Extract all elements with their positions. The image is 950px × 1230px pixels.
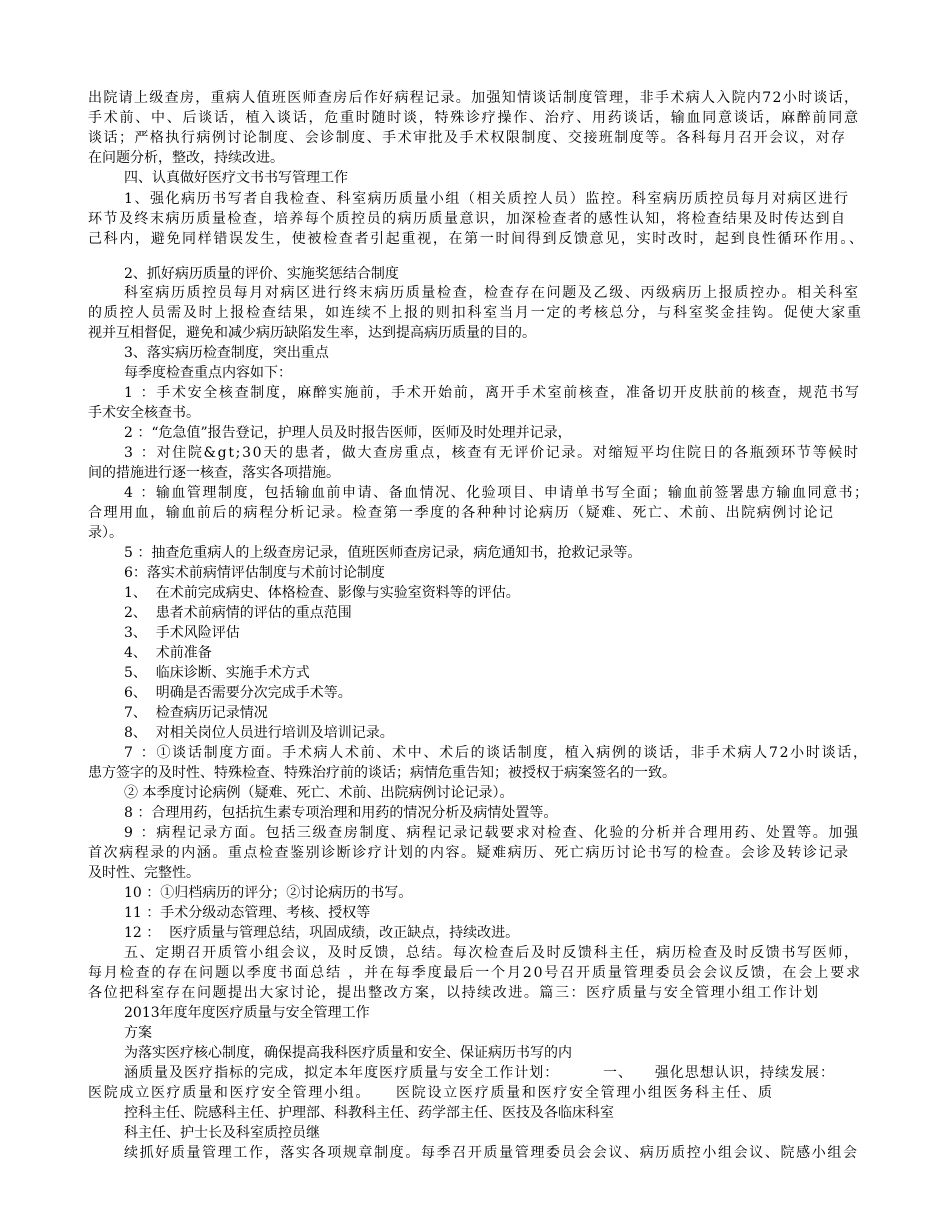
text-line: 7 ：①谈话制度方面。手术病人术前、术中、术后的谈话制度，植入病例的谈话，非手术病人72小时谈话，	[124, 745, 869, 761]
text-line: 首次病程录的内涵。重点检查鉴别诊断诊疗计划的内容。疑难病历、死亡病历讨论书写的检查。会诊及转诊记录	[88, 845, 850, 861]
text-line: 及时性、完整性。	[88, 865, 200, 881]
text-line: 2013年度年度医疗质量与安全管理工作	[124, 1005, 370, 1021]
text-line: 患方签字的及时性、特殊检查、特殊治疗前的谈话；病情危重告知；被授权于病案签名的一致。	[88, 765, 676, 781]
text-line: 各位把科室存在问题提出大家讨论，提出整改方案，以持续改进。篇三：医疗质量与安全管理小组工作计划	[88, 985, 820, 1001]
text-line: ② 本季度讨论病例（疑难、死亡、术前、出院病例讨论记录）。	[124, 785, 514, 801]
text-line: 11 ：手术分级动态管理、考核、授权等	[124, 905, 371, 921]
text-line: 2、 患者术前病情的评估的重点范围	[124, 605, 352, 621]
text-line: 每月检查的存在问题以季度书面总结 ，并在每季度最后一个月20号召开质量管理委员会会议反馈，在会上要求	[88, 965, 862, 981]
text-line: 2 ：“危急值”报告登记，护理人员及时报告医师，医师及时处理并记录，	[124, 425, 572, 441]
text-line: 4、 术前准备	[124, 645, 212, 661]
text-line: 五、定期召开质管小组会议，及时反馈，总结。每次检查后及时反馈科主任，病历检查及时反馈书写医师，	[124, 945, 860, 961]
text-line: 5、 临床诊断、实施手术方式	[124, 665, 310, 681]
text-line: 8、 对相关岗位人员进行培训及培训记录。	[124, 725, 394, 741]
text-line: 方案	[124, 1025, 152, 1041]
text-line: 间的措施进行逐一核查，落实各项措施。	[88, 465, 340, 481]
text-line: 四、认真做好医疗文书书写管理工作	[124, 170, 348, 186]
text-line: 环节及终末病历质量检查，培养每个质控员的病历质量意识，加深检查者的感性认知，将检查结果及时传达到自	[88, 211, 847, 227]
text-line: 3、 手术风险评估	[124, 625, 240, 641]
text-line: 手术前、中、后谈话，植入谈话，危重时随时谈，特殊诊疗操作、治疗、用药谈话，输血同意谈话，麻醉前同意	[88, 110, 860, 126]
text-line: 出院请上级查房，重病人值班医师查房后作好病程记录。加强知情谈话制度管理，非手术病人入院内72小时谈话，	[88, 90, 860, 106]
text-line: 涵质量及医疗指标的完成，拟定本年度医疗质量与安全工作计划： 一、 强化思想认识，持续发展：	[124, 1065, 836, 1081]
text-line: 己科内，避免同样错误发生，使被检查者引起重视，在第一时间得到反馈意见，实时改时，起到良性循环作用。、	[88, 231, 865, 247]
text-line: 12 ： 医疗质量与管理总结，巩固成绩，改正缺点，持续改进。	[124, 925, 520, 941]
text-line: 合理用血，输血前后的病程分析记录。检查第一季度的各种种讨论病历（疑难、死亡、术前、出院病例讨论记	[88, 505, 835, 521]
text-line: 6：落实术前病情评估制度与术前讨论制度	[124, 565, 385, 581]
text-line: 手术安全核查书。	[88, 405, 200, 421]
text-line: 7、 检查病历记录情况	[124, 705, 268, 721]
text-line: 9 ：病程记录方面。包括三级查房制度、病程记录记载要求对检查、化验的分析并合理用药、处置等。加强	[124, 825, 860, 841]
text-line: 录）。	[88, 525, 123, 541]
text-line: 8 ：合理用药，包括抗生素专项治理和用药的情况分析及病情处置等。	[124, 805, 558, 821]
text-line: 5 ：抽查危重病人的上级查房记录，值班医师查房记录，病危通知书，抢救记录等。	[124, 545, 642, 561]
text-line: 3 ：对住院&gt;30天的患者，做大查房重点，核查有无评价记录。对缩短平均住院日的各瓶颈环节等候时	[124, 445, 860, 461]
text-line: 4 ：输血管理制度，包括输血前申请、备血情况、化验项目、申请单书写全面；输血前签署患方输血同意书；	[124, 485, 870, 501]
text-line: 科室病历质控员每月对病区进行终末病历质量检查，检查存在问题及乙级、丙级病历上报质控办。相关科室	[124, 285, 860, 301]
text-line: 谈话；严格执行病例讨论制度、会诊制度、手术审批及手术权限制度、交接班制度等。各科每月召开会议，对存	[88, 130, 847, 146]
text-line: 10 ：①归档病历的评分；②讨论病历的书写。	[124, 885, 413, 901]
text-line: 医院成立医疗质量和医疗安全管理小组。 医院设立医疗质量和医疗安全管理小组医务科主任、质	[88, 1085, 774, 1101]
text-line: 为落实医疗核心制度，确保提高我科医疗质量和安全、保证病历书写的内	[124, 1045, 572, 1061]
text-line: 续抓好质量管理工作，落实各项规章制度。每季召开质量管理委员会会议、病历质控小组会议、院感小组会	[124, 1145, 859, 1161]
text-line: 6、 明确是否需要分次完成手术等。	[124, 685, 352, 701]
text-line: 2、抓好病历质量的评价、实施奖惩结合制度	[124, 266, 399, 282]
text-line: 3、落实病历检查制度，突出重点	[124, 345, 329, 361]
text-line: 每季度检查重点内容如下：	[124, 365, 292, 381]
text-line: 视并互相督促，避免和减少病历缺陷发生率，达到提高病历质量的目的。	[88, 325, 536, 341]
text-line: 的质控人员需及时上报检查结果，如连续不上报的则扣科室当月一定的考核总分，与科室奖金挂钩。促使大家重	[88, 305, 863, 321]
text-line: 1、强化病历书写者自我检查、科室病历质量小组（相关质控人员）监控。科室病历质控员每月对病区进行	[124, 191, 850, 207]
text-line: 1、 在术前完成病史、体格检查、影像与实验室资料等的评估。	[124, 585, 520, 601]
text-line: 控科主任、院感科主任、护理部、科教科主任、药学部主任、医技及各临床科室	[124, 1105, 614, 1121]
text-line: 在问题分析，整改，持续改进。	[88, 150, 284, 166]
text-line: 科主任、护士长及科室质控员继	[124, 1125, 320, 1141]
text-line: 1 ：手术安全核查制度，麻醉实施前，手术开始前，离开手术室前核查，准备切开皮肤前的核查，规范书写	[124, 385, 861, 401]
